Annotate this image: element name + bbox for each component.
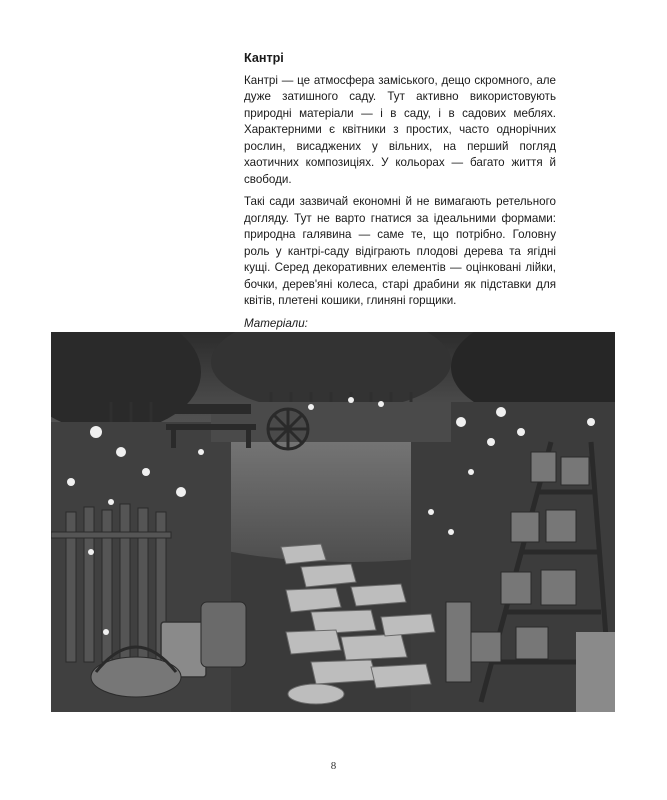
barrel xyxy=(201,602,246,667)
garden-photo xyxy=(51,332,615,712)
page-number: 8 xyxy=(330,760,337,772)
section-title: Кантрі xyxy=(244,51,284,65)
garden-illustration xyxy=(51,332,615,712)
text-column xyxy=(244,50,556,349)
paragraph-details: Такі сади зазвичай економні й не вимагають ретельного догляду. Тут не варто гнатися за ідеальними формами: природна галявина — саме те, що потрібно. Головну роль у кантрі-саду відіграють плодові дерева та ягідні кущі. Серед декоративних елементів — оцінковані лійки, бочки, дерев'яні колеса, старі драбини як підставки для квітів, плетені кошики, глиняні горщики. xyxy=(244,195,556,307)
hay-bale xyxy=(576,632,615,712)
materials-label: Матеріали: xyxy=(244,316,308,330)
cart-wheel xyxy=(268,409,308,449)
paragraph-intro: Кантрі — це атмосфера заміського, дещо скромного, але дуже затишного саду. Тут активно використовують природні матеріали — і в саду, і в садових меблях. Характерними є квітники з простих, часто однорічних рослин, висаджених у вільних, на перший погляд хаотичних композиціях. У кольорах — багато життя й свободи. xyxy=(244,73,556,186)
